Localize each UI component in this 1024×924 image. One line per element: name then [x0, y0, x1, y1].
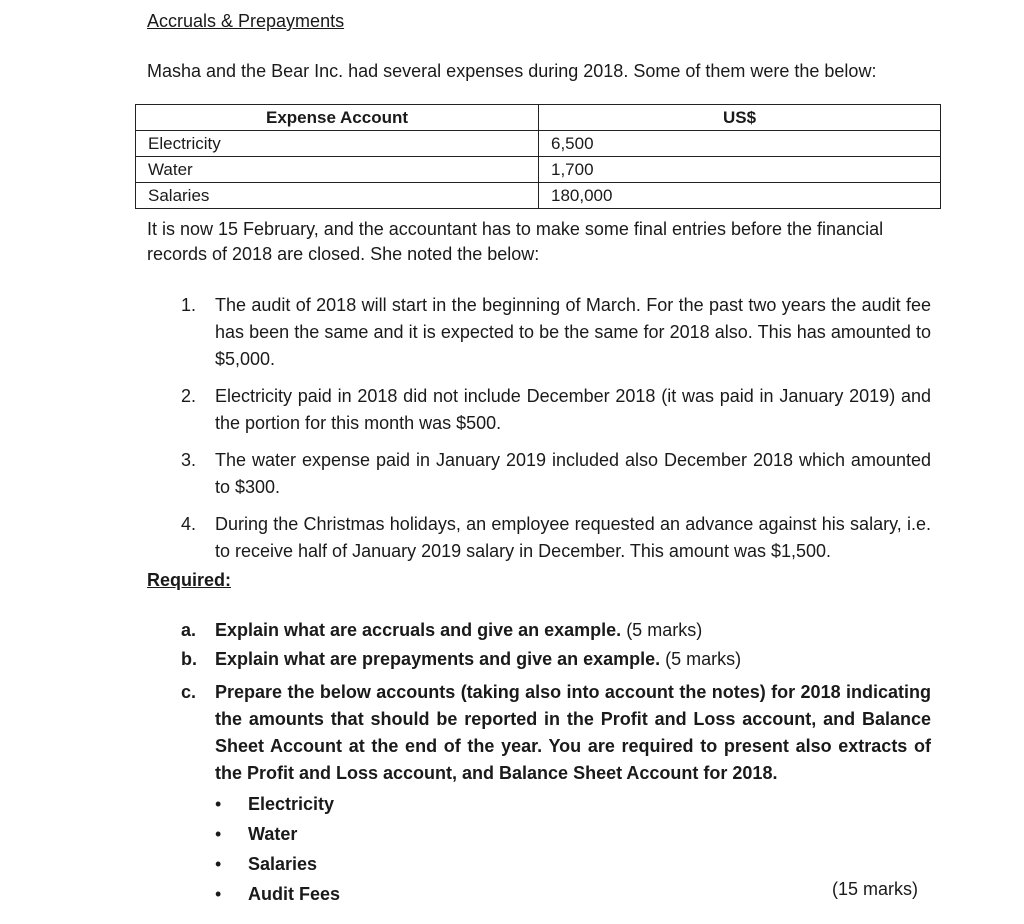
note-text: The audit of 2018 will start in the beginning of March. For the past two years the audit fee has been the same and it is expected to be the same for 2018 also. This has amounted to $5,000.: [215, 295, 931, 369]
question-item: [181, 679, 931, 787]
question-marks: (5 marks): [660, 649, 742, 669]
bullet-icon: •: [215, 794, 222, 814]
bullet-icon: •: [215, 884, 222, 904]
list-item: [181, 383, 931, 437]
expense-name: Electricity: [136, 131, 539, 157]
question-label: c.: [181, 682, 197, 702]
header-expense-account: Expense Account: [136, 105, 539, 131]
note-text: During the Christmas holidays, an employee requested an advance against his salary, i.e. to receive half of January 2019 salary in December. This amount was $1,500.: [215, 514, 931, 561]
question-text: Prepare the below accounts (taking also into account the notes) for 2018 indicating the amounts that should be reported in the Profit and Loss account, and Balance Sheet Account at the end of the year. You are required to present also extracts of the Profit and Loss account, and Balance Sheet Account for 2018.: [215, 682, 931, 783]
question-text: Explain what are accruals and give an example.: [215, 620, 622, 640]
question-label: b.: [181, 649, 197, 669]
question-item: [181, 617, 931, 644]
document-title: Accruals & Prepayments: [147, 11, 345, 31]
list-item: [181, 447, 931, 501]
expense-table: [135, 104, 941, 209]
context-paragraph: It is now 15 February, and the accountant has to make some final entries before the financial records of 2018 are closed. She noted the below:: [147, 219, 884, 264]
table-header-row: [136, 105, 941, 131]
bullet-text: Water: [248, 824, 298, 844]
bullet-icon: •: [215, 824, 222, 844]
expense-name: Salaries: [136, 183, 539, 209]
bullet-item: [181, 879, 931, 909]
note-number: 2.: [181, 386, 197, 406]
bullet-item: [181, 849, 931, 879]
table-row: [136, 131, 941, 157]
bullet-icon: •: [215, 854, 222, 874]
notes-list: [181, 292, 931, 575]
question-label: a.: [181, 620, 197, 640]
expense-amount: 1,700: [539, 157, 941, 183]
total-marks: (15 marks): [832, 879, 919, 899]
bullet-item: [181, 819, 931, 849]
intro-text: Masha and the Bear Inc. had several expenses during 2018. Some of them were the below:: [147, 61, 877, 81]
note-number: 1.: [181, 295, 197, 315]
bullet-text: Audit Fees: [248, 884, 341, 904]
note-number: 4.: [181, 514, 197, 534]
note-text: Electricity paid in 2018 did not include December 2018 (it was paid in January 2019) and the portion for this month was $500.: [215, 386, 931, 433]
question-item: [181, 646, 931, 673]
header-usd: US$: [539, 105, 941, 131]
question-marks: (5 marks): [621, 620, 703, 640]
table-row: [136, 183, 941, 209]
question-text: Explain what are prepayments and give an example.: [215, 649, 661, 669]
list-item: [181, 292, 931, 373]
bullet-text: Salaries: [248, 854, 318, 874]
note-text: The water expense paid in January 2019 included also December 2018 which amounted to $300.: [215, 450, 931, 497]
expense-amount: 180,000: [539, 183, 941, 209]
bullet-text: Electricity: [248, 794, 335, 814]
required-heading: Required:: [147, 570, 232, 590]
list-item: [181, 511, 931, 565]
questions-list: [181, 617, 931, 909]
bullet-item: [181, 789, 931, 819]
table-row: [136, 157, 941, 183]
expense-name: Water: [136, 157, 539, 183]
expense-amount: 6,500: [539, 131, 941, 157]
note-number: 3.: [181, 450, 197, 470]
